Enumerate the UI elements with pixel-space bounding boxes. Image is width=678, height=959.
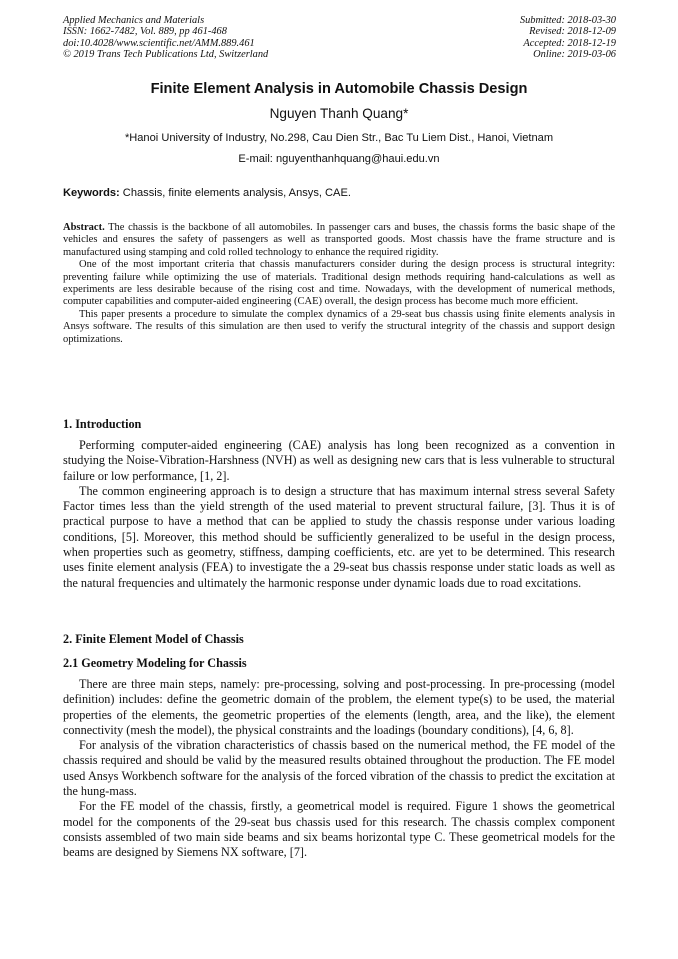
body-paragraph: For analysis of the vibration characteristics of chassis based on the numerical method, the FE model of the chassis required and should be valid by the measured results obtained throughout the production. The FE model used Ansys Workbench software for the analysis of the forced vibration of the chassis to predict the excitation at the hung-mass. [63,738,615,799]
section-heading-introduction: 1. Introduction [63,417,142,431]
author-email: E-mail: nguyenthanhquang@haui.edu.vn [238,153,440,165]
publication-dates [520,15,616,61]
abstract-paragraph: This paper presents a procedure to simulate the complex dynamics of a 29-seat bus chassis using finite elements analysis in Ansys software. The results of this simulation are then used to verify the structural integrity of the chassis and support design optimizations. [63,308,615,345]
submitted-date: Submitted: 2018-03-30 [519,15,616,26]
keywords-text: Chassis, finite elements analysis, Ansys, CAE. [119,187,351,199]
journal-info [63,15,268,61]
subsection-heading-geometry: 2.1 Geometry Modeling for Chassis [63,656,247,670]
introduction-body [63,438,615,591]
keywords-label: Keywords: [63,187,120,199]
keywords [63,187,615,199]
issn-line: ISSN: 1662-7482, Vol. 889, pp 461-468 [63,26,227,38]
doi-line: doi:10.4028/www.scientific.net/AMM.889.461 [63,37,255,49]
abstract-paragraph [63,222,615,259]
abstract-label: Abstract. [63,222,105,233]
body-paragraph: The common engineering approach is to design a structure that has maximum internal stress several Safety Factor times less than the yield strength of the used material to prevent structural failure, [3]. Thus it is of practical purpose to have a method that can be applied to study the chassis response under various loading conditions, [5]. Moreover, this method should be sufficiently generalized to be useful in the design process, when properties such as geometry, stiffness, damping coefficients, etc. are yet to be determined. This research uses finite element analysis (FEA) to investigate the a 29-seat bus chassis response under static loads as well as the natural frequencies and ultimately the harmonic response under dynamic loads due to road excitations. [63,483,615,590]
abstract-paragraph: One of the most important criteria that chassis manufacturers consider during the design process is structural integrity: preventing failure while optimizing the use of materials. Traditional design methods requiring hand-calculations as well as experiments are less desirable because of the rising cost and time. Nowadays, with the development of numerical methods, computer capabilities and computer-aided engineering (CAE) overall, the design process has become much more efficient. [63,259,615,308]
revised-date: Revised: 2018-12-09 [529,26,616,38]
author-name: Nguyen Thanh Quang* [269,106,409,121]
body-paragraph: For the FE model of the chassis, firstly, a geometrical model is required. Figure 1 shows the geometrical model for the components of the 29-seat bus chassis used for this research. The chassis complex component consists assembled of two main side beams and six beams horizontal type C. These geometrical models for the beams are designed by Siemens NX software, [7]. [63,799,615,860]
affiliation: *Hanoi University of Industry, No.298, Cau Dien Str., Bac Tu Liem Dist., Hanoi, Vietnam [124,132,554,144]
abstract-paragraph-text: The chassis is the backbone of all automobiles. In passenger cars and buses, the chassis forms the basic shape of the vehicles and ensures the safety of passengers as well as transported goods. Most chassis have the frame structure and is manufactured using stamping and cold rolled technology to enhance the required rigidity. [63,222,615,258]
accepted-date: Accepted: 2018-12-19 [523,37,616,49]
geometry-body [63,677,615,861]
abstract [63,222,615,346]
body-paragraph: There are three main steps, namely: pre-processing, solving and post-processing. In pre-processing (model definition) includes: define the geometric domain of the problem, the element type(s) to be used, the material properties of the elements, the geometric properties of the elements (length, area, and the like), the element connectivity (mesh the model), the physical constraints and the loadings (boundary conditions), [4, 6, 8]. [63,677,615,737]
section-heading-fe-model: 2. Finite Element Model of Chassis [63,632,244,646]
online-date: Online: 2019-03-06 [533,49,616,61]
body-paragraph: Performing computer-aided engineering (CAE) analysis has long been recognized as a convention in studying the Noise-Vibration-Harshness (NVH) as well as designing new cars that is less vulnerable to structural failure or low performance, [1, 2]. [63,438,615,483]
paper-title: Finite Element Analysis in Automobile Chassis Design [150,81,528,97]
journal-name: Applied Mechanics and Materials [63,15,205,26]
copyright-line: © 2019 Trans Tech Publications Ltd, Switzerland [63,49,269,61]
